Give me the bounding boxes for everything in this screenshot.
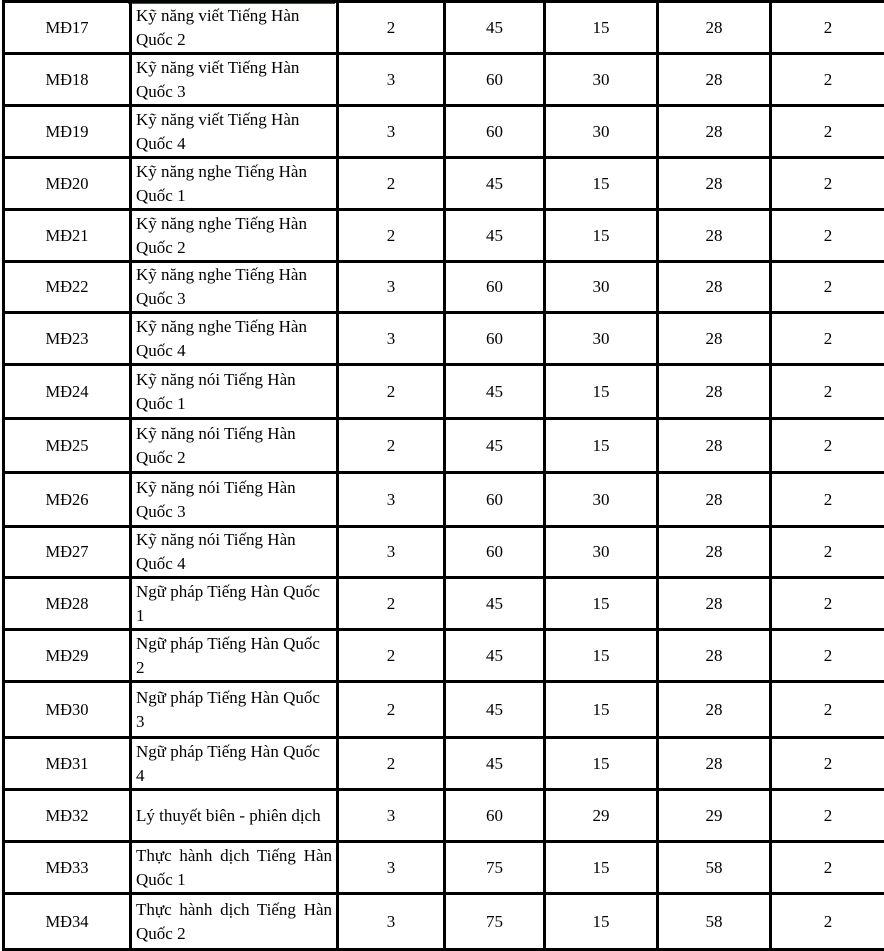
module-code-text: MĐ21 [45,226,88,245]
total-hours-cell [445,313,545,365]
module-name-cell [131,894,338,950]
theory-hours-cell [545,682,658,738]
practice-hours-cell [658,578,771,630]
theory-hours-cell [545,158,658,210]
credits-text: 3 [387,277,396,296]
practice-hours-text: 28 [706,542,723,561]
module-code-cell [4,313,131,365]
module-name-text: Kỹ năng nói Tiếng Hàn Quốc 1 [136,368,332,416]
credits-cell [338,894,445,950]
exam-hours-text: 2 [824,700,833,719]
practice-hours-text: 28 [706,700,723,719]
module-code-cell [4,842,131,894]
exam-hours-cell [771,419,884,473]
credits-text: 2 [387,436,396,455]
practice-hours-cell [658,682,771,738]
credits-cell [338,682,445,738]
total-hours-cell [445,738,545,790]
credits-cell [338,313,445,365]
exam-hours-text: 2 [824,490,833,509]
total-hours-text: 60 [486,490,503,509]
credits-cell [338,473,445,527]
credits-cell [338,419,445,473]
exam-hours-cell [771,365,884,419]
module-code-text: MĐ17 [45,18,88,37]
credits-text: 3 [387,70,396,89]
module-code-cell [4,894,131,950]
table-row [4,419,884,473]
credits-text: 3 [387,329,396,348]
total-hours-cell [445,473,545,527]
total-hours-cell [445,790,545,842]
exam-hours-text: 2 [824,806,833,825]
exam-hours-text: 2 [824,858,833,877]
exam-hours-cell [771,262,884,313]
practice-hours-cell [658,106,771,158]
module-name-cell [131,54,338,106]
total-hours-cell [445,106,545,158]
exam-hours-text: 2 [824,18,833,37]
exam-hours-text: 2 [824,122,833,141]
exam-hours-cell [771,54,884,106]
module-code-cell [4,262,131,313]
theory-hours-text: 15 [593,646,610,665]
total-hours-text: 60 [486,70,503,89]
practice-hours-text: 28 [706,277,723,296]
credits-text: 3 [387,490,396,509]
total-hours-text: 60 [486,122,503,141]
credits-text: 2 [387,226,396,245]
credits-cell [338,790,445,842]
exam-hours-text: 2 [824,174,833,193]
credits-text: 3 [387,122,396,141]
module-code-cell [4,210,131,262]
practice-hours-text: 28 [706,70,723,89]
table-row [4,527,884,578]
theory-hours-text: 30 [593,490,610,509]
module-code-text: MĐ26 [45,490,88,509]
total-hours-text: 75 [486,912,503,931]
table-row [4,158,884,210]
theory-hours-text: 15 [593,700,610,719]
total-hours-text: 45 [486,700,503,719]
module-code-cell [4,106,131,158]
exam-hours-cell [771,738,884,790]
module-name-cell [131,106,338,158]
theory-hours-cell [545,106,658,158]
exam-hours-text: 2 [824,70,833,89]
total-hours-text: 45 [486,436,503,455]
module-name-text: Kỹ năng nghe Tiếng Hàn Quốc 1 [136,160,332,208]
credits-cell [338,578,445,630]
module-name-text: Kỹ năng nói Tiếng Hàn Quốc 2 [136,422,332,470]
total-hours-text: 75 [486,858,503,877]
practice-hours-cell [658,527,771,578]
practice-hours-text: 28 [706,646,723,665]
credits-cell [338,842,445,894]
practice-hours-text: 28 [706,174,723,193]
total-hours-cell [445,419,545,473]
module-code-cell [4,630,131,682]
module-name-cell [131,790,338,842]
table-row [4,630,884,682]
practice-hours-cell [658,210,771,262]
theory-hours-text: 30 [593,122,610,141]
practice-hours-cell [658,842,771,894]
module-name-text: Kỹ năng nghe Tiếng Hàn Quốc 2 [136,212,332,260]
module-name-cell [131,210,338,262]
module-code-cell [4,578,131,630]
table-row [4,54,884,106]
exam-hours-text: 2 [824,436,833,455]
credits-text: 3 [387,542,396,561]
exam-hours-cell [771,158,884,210]
exam-hours-cell [771,790,884,842]
exam-hours-text: 2 [824,382,833,401]
practice-hours-cell [658,790,771,842]
table-row [4,2,884,54]
credits-cell [338,210,445,262]
credits-cell [338,630,445,682]
exam-hours-text: 2 [824,646,833,665]
theory-hours-text: 29 [593,806,610,825]
module-code-text: MĐ30 [45,700,88,719]
theory-hours-text: 30 [593,70,610,89]
module-code-text: MĐ24 [45,382,88,401]
total-hours-text: 60 [486,806,503,825]
table-row [4,106,884,158]
table-row [4,365,884,419]
theory-hours-cell [545,419,658,473]
theory-hours-cell [545,313,658,365]
module-name-text: Ngữ pháp Tiếng Hàn Quốc 2 [136,632,332,680]
theory-hours-cell [545,262,658,313]
credits-cell [338,738,445,790]
practice-hours-text: 28 [706,329,723,348]
credits-cell [338,262,445,313]
theory-hours-cell [545,473,658,527]
credits-text: 3 [387,912,396,931]
total-hours-text: 45 [486,226,503,245]
total-hours-cell [445,158,545,210]
module-code-cell [4,54,131,106]
theory-hours-cell [545,365,658,419]
total-hours-cell [445,578,545,630]
table-row [4,790,884,842]
credits-cell [338,54,445,106]
module-code-cell [4,527,131,578]
practice-hours-cell [658,894,771,950]
credits-text: 2 [387,754,396,773]
practice-hours-cell [658,365,771,419]
exam-hours-text: 2 [824,754,833,773]
theory-hours-text: 15 [593,912,610,931]
total-hours-text: 60 [486,542,503,561]
module-name-text: Kỹ năng nói Tiếng Hàn Quốc 4 [136,528,332,576]
exam-hours-cell [771,682,884,738]
module-name-cell [131,682,338,738]
theory-hours-text: 30 [593,329,610,348]
course-table-body [4,2,884,950]
module-code-text: MĐ18 [45,70,88,89]
practice-hours-text: 58 [706,858,723,877]
module-code-text: MĐ20 [45,174,88,193]
credits-cell [338,158,445,210]
exam-hours-cell [771,210,884,262]
table-row [4,682,884,738]
credits-text: 2 [387,594,396,613]
module-name-cell [131,158,338,210]
module-code-text: MĐ32 [45,806,88,825]
module-name-text: Lý thuyết biên - phiên dịch [136,804,332,828]
exam-hours-cell [771,527,884,578]
module-name-cell [131,578,338,630]
theory-hours-text: 15 [593,18,610,37]
total-hours-cell [445,2,545,54]
credits-text: 3 [387,806,396,825]
module-name-text: Kỹ năng viết Tiếng Hàn Quốc 3 [136,56,332,104]
theory-hours-cell [545,2,658,54]
module-code-text: MĐ22 [45,277,88,296]
module-code-text: MĐ27 [45,542,88,561]
module-name-cell [131,2,338,54]
module-code-text: MĐ25 [45,436,88,455]
module-name-text: Ngữ pháp Tiếng Hàn Quốc 4 [136,740,332,788]
module-code-text: MĐ33 [45,858,88,877]
theory-hours-text: 15 [593,858,610,877]
module-code-cell [4,682,131,738]
table-row [4,578,884,630]
total-hours-cell [445,54,545,106]
total-hours-text: 45 [486,594,503,613]
practice-hours-text: 28 [706,122,723,141]
exam-hours-cell [771,313,884,365]
table-row [4,210,884,262]
module-name-text: Kỹ năng nói Tiếng Hàn Quốc 3 [136,476,332,524]
module-name-text: Kỹ năng nghe Tiếng Hàn Quốc 3 [136,263,332,311]
module-name-cell [131,313,338,365]
total-hours-cell [445,365,545,419]
theory-hours-text: 30 [593,542,610,561]
module-name-cell [131,473,338,527]
credits-text: 3 [387,858,396,877]
theory-hours-cell [545,894,658,950]
practice-hours-text: 28 [706,18,723,37]
module-name-text: Thực hành dịch Tiếng Hàn Quốc 1 [136,844,332,892]
module-name-text: Ngữ pháp Tiếng Hàn Quốc 3 [136,686,332,734]
practice-hours-text: 28 [706,594,723,613]
credits-text: 2 [387,700,396,719]
theory-hours-cell [545,54,658,106]
exam-hours-cell [771,578,884,630]
module-code-text: MĐ19 [45,122,88,141]
credits-cell [338,2,445,54]
module-code-text: MĐ29 [45,646,88,665]
total-hours-text: 45 [486,754,503,773]
module-code-cell [4,738,131,790]
module-name-text: Ngữ pháp Tiếng Hàn Quốc 1 [136,580,332,628]
module-name-cell [131,630,338,682]
theory-hours-text: 30 [593,277,610,296]
table-row [4,262,884,313]
module-name-cell [131,365,338,419]
theory-hours-text: 15 [593,436,610,455]
exam-hours-cell [771,842,884,894]
total-hours-cell [445,894,545,950]
practice-hours-cell [658,630,771,682]
theory-hours-text: 15 [593,594,610,613]
exam-hours-text: 2 [824,277,833,296]
exam-hours-text: 2 [824,594,833,613]
module-name-cell [131,419,338,473]
credits-cell [338,106,445,158]
table-row [4,313,884,365]
total-hours-cell [445,682,545,738]
module-name-text: Thực hành dịch Tiếng Hàn Quốc 2 [136,898,332,946]
total-hours-cell [445,210,545,262]
total-hours-text: 45 [486,382,503,401]
module-name-cell [131,262,338,313]
practice-hours-text: 28 [706,754,723,773]
module-code-cell [4,365,131,419]
theory-hours-cell [545,578,658,630]
table-row [4,894,884,950]
total-hours-cell [445,630,545,682]
module-name-text: Kỹ năng viết Tiếng Hàn Quốc 2 [136,4,332,52]
exam-hours-text: 2 [824,912,833,931]
theory-hours-cell [545,630,658,682]
module-code-cell [4,158,131,210]
exam-hours-text: 2 [824,329,833,348]
theory-hours-text: 15 [593,754,610,773]
theory-hours-cell [545,210,658,262]
module-code-cell [4,790,131,842]
theory-hours-cell [545,842,658,894]
practice-hours-cell [658,738,771,790]
theory-hours-cell [545,738,658,790]
module-code-cell [4,2,131,54]
total-hours-cell [445,527,545,578]
exam-hours-cell [771,2,884,54]
exam-hours-cell [771,473,884,527]
practice-hours-cell [658,419,771,473]
practice-hours-text: 58 [706,912,723,931]
total-hours-text: 45 [486,18,503,37]
practice-hours-cell [658,313,771,365]
practice-hours-cell [658,473,771,527]
total-hours-text: 45 [486,646,503,665]
module-code-cell [4,419,131,473]
module-code-text: MĐ23 [45,329,88,348]
practice-hours-cell [658,54,771,106]
theory-hours-cell [545,527,658,578]
module-code-text: MĐ31 [45,754,88,773]
credits-cell [338,365,445,419]
module-name-cell [131,527,338,578]
theory-hours-cell [545,790,658,842]
table-row [4,842,884,894]
exam-hours-text: 2 [824,226,833,245]
exam-hours-cell [771,894,884,950]
total-hours-text: 60 [486,329,503,348]
exam-hours-cell [771,106,884,158]
credits-text: 2 [387,18,396,37]
practice-hours-cell [658,2,771,54]
theory-hours-text: 15 [593,382,610,401]
theory-hours-text: 15 [593,226,610,245]
total-hours-cell [445,262,545,313]
module-code-text: MĐ34 [45,912,88,931]
module-code-cell [4,473,131,527]
module-name-text: Kỹ năng viết Tiếng Hàn Quốc 4 [136,108,332,156]
practice-hours-text: 28 [706,226,723,245]
credits-cell [338,527,445,578]
practice-hours-cell [658,262,771,313]
course-table [2,0,884,951]
theory-hours-text: 15 [593,174,610,193]
practice-hours-text: 28 [706,436,723,455]
total-hours-text: 45 [486,174,503,193]
total-hours-text: 60 [486,277,503,296]
practice-hours-text: 28 [706,382,723,401]
total-hours-cell [445,842,545,894]
practice-hours-text: 29 [706,806,723,825]
exam-hours-cell [771,630,884,682]
module-name-cell [131,842,338,894]
table-row [4,738,884,790]
credits-text: 2 [387,382,396,401]
module-name-cell [131,738,338,790]
credits-text: 2 [387,174,396,193]
practice-hours-cell [658,158,771,210]
module-name-text: Kỹ năng nghe Tiếng Hàn Quốc 4 [136,315,332,363]
practice-hours-text: 28 [706,490,723,509]
module-code-text: MĐ28 [45,594,88,613]
credits-text: 2 [387,646,396,665]
table-row [4,473,884,527]
exam-hours-text: 2 [824,542,833,561]
